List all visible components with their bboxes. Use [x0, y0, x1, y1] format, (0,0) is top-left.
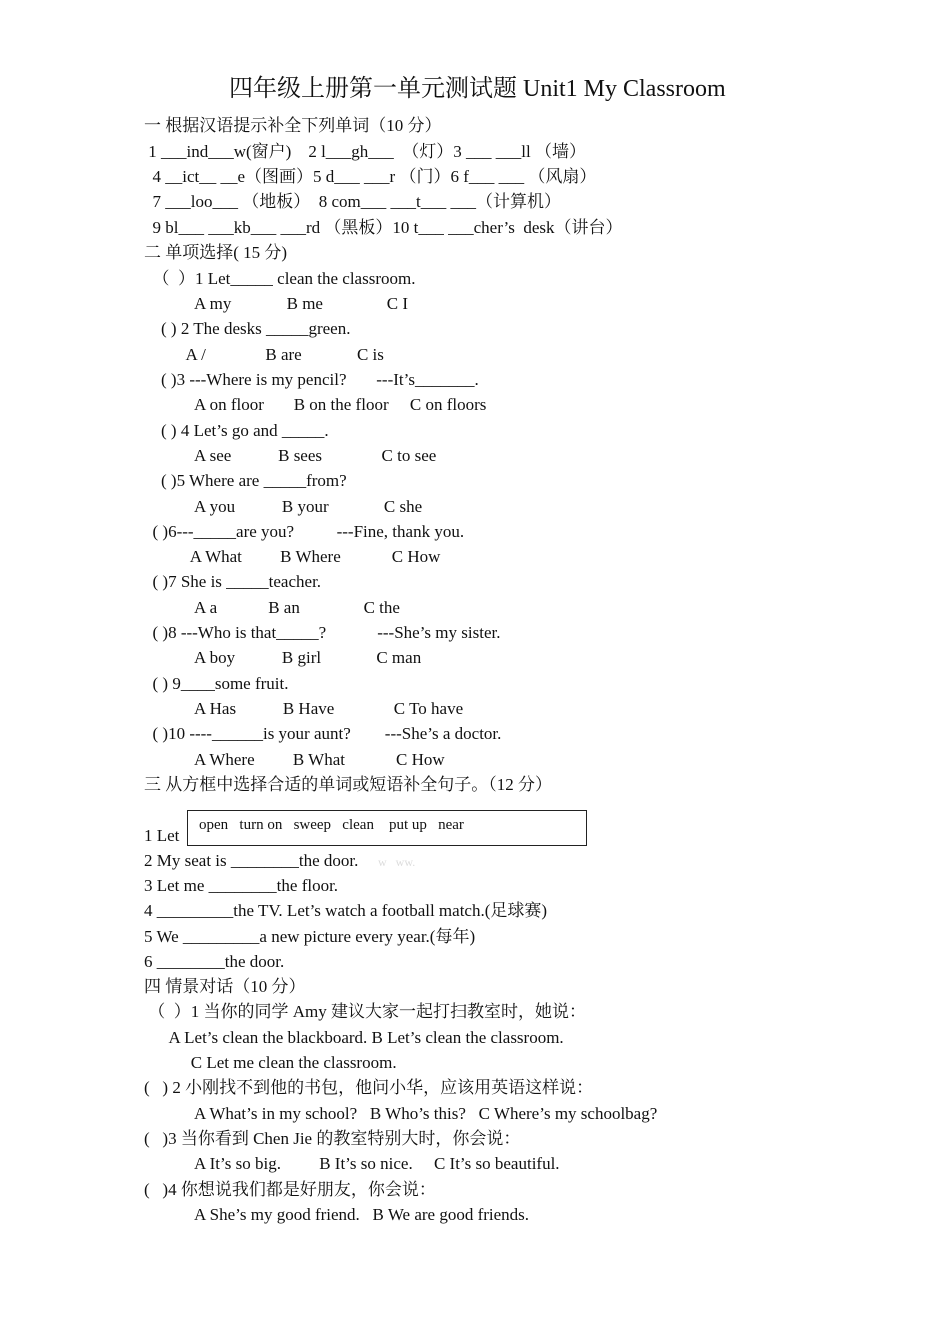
options-line: C Let me clean the classroom.	[144, 1053, 397, 1072]
options-line: A She’s my good friend. B We are good friends.	[144, 1205, 530, 1224]
page-title: 四年级上册第一单元测试题 Unit1 My Classroom	[229, 76, 726, 102]
question-line: ( ) 9____some fruit.	[144, 674, 289, 693]
scenario-line: ( )3 当你看到 Chen Jie 的教室特别大时，你会说：	[144, 1129, 521, 1148]
question-line: ( ) 2 The desks _____green.	[144, 319, 351, 338]
question-line: ( )7 She is _____teacher.	[144, 572, 322, 591]
fill-in-sentence: 6 ________the door.	[144, 952, 285, 971]
question-line: ( )8 ---Who is that_____? ---She’s my sister.	[144, 623, 501, 642]
options-line: A / B are C is	[144, 345, 384, 364]
section-1-heading: 一 根据汉语提示补全下列单词（10 分）	[144, 116, 442, 135]
fill-in-sentence: 2 My seat is ________the door.	[144, 851, 359, 870]
options-line: A It’s so big. B It’s so nice. C It’s so beautiful.	[144, 1154, 560, 1173]
options-line: A boy B girl C man	[144, 648, 422, 667]
question-line: ( )10 ----______is your aunt? ---She’s a doctor.	[144, 724, 502, 743]
options-line: A my B me C I	[144, 294, 408, 313]
options-line: A Has B Have C To have	[144, 699, 464, 718]
fill-in-sentence: 1 Let	[144, 826, 180, 845]
options-line: A you B your C she	[144, 497, 423, 516]
section-1-line: 1 ___ind___w(窗户) 2 l___gh___ （灯）3 ___ ___ll （墙）	[144, 142, 586, 161]
question-line: ( ) 4 Let’s go and _____.	[144, 421, 329, 440]
fill-in-sentence: 4 _________the TV. Let’s watch a football match.(足球赛)	[144, 901, 548, 920]
section-1-line: 4 __ict__ __e（图画）5 d___ ___r （门）6 f___ ___ （风扇）	[144, 167, 597, 186]
fill-in-sentence: 3 Let me ________the floor.	[144, 876, 339, 895]
options-line: A Where B What C How	[144, 750, 445, 769]
faint-watermark: w ww.	[378, 855, 416, 869]
fill-in-sentence: 5 We _________a new picture every year.(每年)	[144, 927, 476, 946]
section-1-line: 7 ___loo___ （地板） 8 com___ ___t___ ___（计算机）	[144, 192, 561, 211]
options-line: A see B sees C to see	[144, 446, 437, 465]
options-line: A What B Where C How	[144, 547, 441, 566]
scenario-line: ( )4 你想说我们都是好朋友，你会说：	[144, 1180, 436, 1199]
word-box: open turn on sweep clean put up near	[187, 810, 587, 846]
options-line: A on floor B on the floor C on floors	[144, 395, 487, 414]
section-1-line: 9 bl___ ___kb___ ___rd （黑板）10 t___ ___cher’s desk（讲台）	[144, 218, 623, 237]
scenario-line: ( ) 2 小刚找不到他的书包，他问小华，应该用英语这样说：	[144, 1078, 594, 1097]
question-line: ( )3 ---Where is my pencil? ---It’s_______.	[144, 370, 479, 389]
section-4-heading: 四 情景对话（10 分）	[144, 977, 306, 996]
options-line: A a B an C the	[144, 598, 400, 617]
question-line: ( )6---_____are you? ---Fine, thank you.	[144, 522, 465, 541]
section-3-heading: 三 从方框中选择合适的单词或短语补全句子。（12 分）	[144, 775, 552, 794]
question-line: ( )5 Where are _____from?	[144, 471, 347, 490]
question-line: （ ）1 Let_____ clean the classroom.	[144, 269, 416, 288]
options-line: A Let’s clean the blackboard. B Let’s clean the classroom.	[144, 1028, 564, 1047]
scenario-line: （ ）1 当你的同学 Amy 建议大家一起打扫教室时，她说：	[144, 1002, 586, 1021]
options-line: A What’s in my school? B Who’s this? C Where’s my schoolbag?	[144, 1104, 658, 1123]
section-2-heading: 二 单项选择( 15 分)	[144, 243, 288, 262]
